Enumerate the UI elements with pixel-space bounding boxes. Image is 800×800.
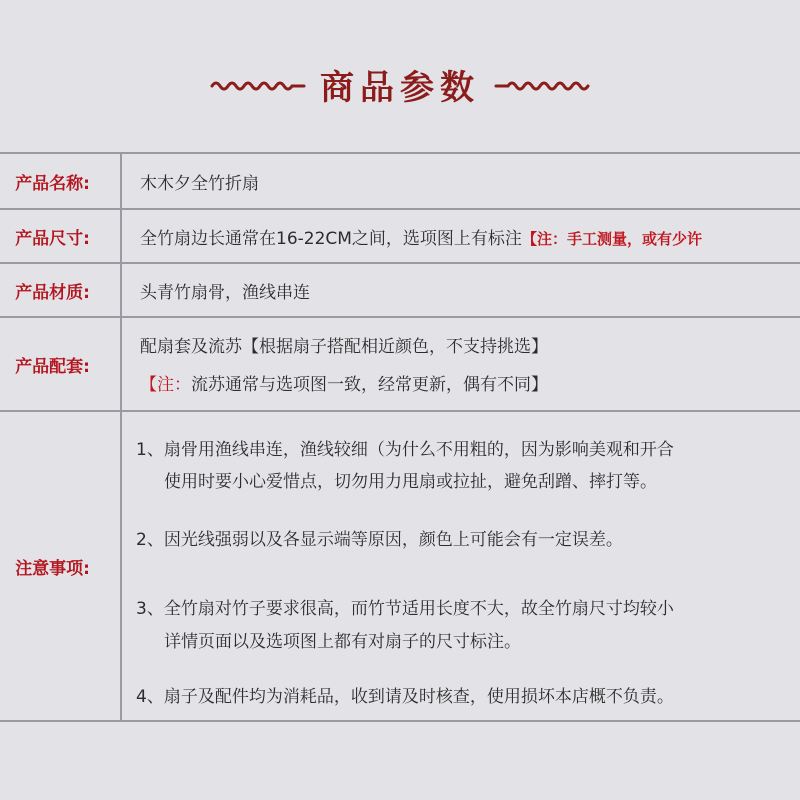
spec-value-name: 木木夕全竹折扇 (140, 174, 259, 194)
spec-label-size: 产品尺寸: (0, 210, 122, 262)
spec-label-notice: 注意事项: (0, 412, 122, 720)
accessories-note-text: 流苏通常与选项图一致，经常更新，偶有不同】 (191, 375, 548, 395)
spec-value-material-cell (140, 264, 800, 316)
spec-value-size-line (140, 224, 702, 249)
spec-label-material: 产品材质: (0, 264, 122, 316)
section-header (0, 56, 800, 112)
notice-item-2: 2、因光线强弱以及各显示端等原因，颜色上可能会有一定误差。 (136, 530, 623, 550)
spec-label-accessories: 产品配套: (0, 318, 122, 410)
decorative-wave-right-icon (494, 77, 590, 91)
spec-value-size: 全竹扇边长通常在16-22CM之间，选项图上有标注 (140, 229, 522, 249)
spec-value-size-cell (140, 210, 800, 262)
notice-item-1: 1、扇骨用渔线串连，渔线较细（为什么不用粗的，因为影响美观和开合 (136, 440, 674, 460)
spec-row-size (0, 210, 800, 264)
spec-row-name (0, 154, 800, 210)
spec-row-accessories (0, 318, 800, 412)
accessories-note-prefix: 【注： (140, 375, 191, 395)
page-title: 商品参数 (320, 67, 480, 108)
spec-value-accessories-line2 (140, 370, 548, 395)
spec-label-name: 产品名称: (0, 154, 122, 208)
notice-item-4: 4、扇子及配件均为消耗品，收到请及时核查，使用损坏本店概不负责。 (136, 687, 674, 707)
spec-size-note: 【注：手工测量，或有少许 (521, 230, 702, 248)
notice-item-3-cont: 详情页面以及选项图上都有对扇子的尺寸标注。 (164, 632, 521, 652)
spec-row-material (0, 264, 800, 318)
spec-value-material: 头青竹扇骨，渔线串连 (140, 283, 310, 303)
spec-value-accessories-cell (140, 318, 800, 410)
spec-value-notice-cell (136, 412, 800, 720)
decorative-wave-left-icon (210, 77, 306, 91)
spec-table (0, 152, 800, 722)
notice-item-1-cont: 使用时要小心爱惜点，切勿用力甩扇或拉扯，避免刮蹭、摔打等。 (164, 472, 657, 492)
notice-item-3: 3、全竹扇对竹子要求很高，而竹节适用长度不大，故全竹扇尺寸均较小 (136, 599, 674, 619)
spec-row-notice (0, 412, 800, 722)
spec-value-name-cell (140, 154, 800, 208)
spec-value-accessories-line1: 配扇套及流苏【根据扇子搭配相近颜色，不支持挑选】 (140, 337, 548, 357)
